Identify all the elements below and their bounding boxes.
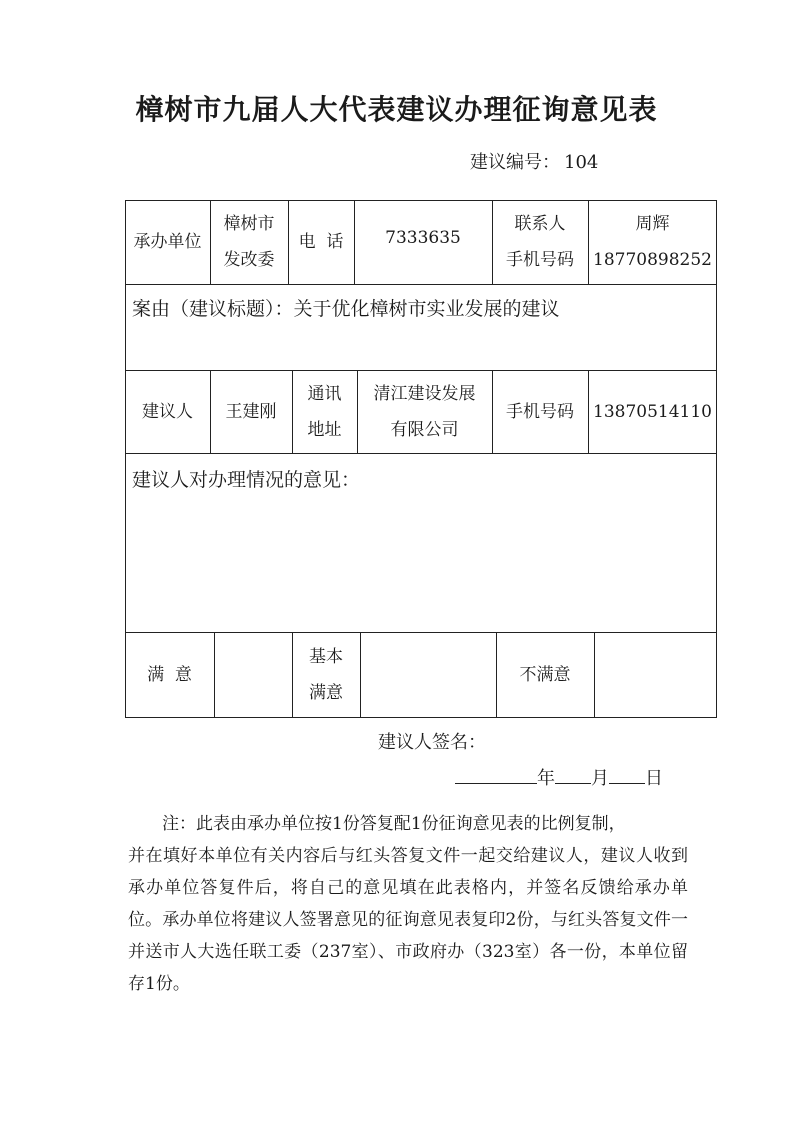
contact-mobile: 18770898252 [593,250,712,270]
instruction-note [128,808,688,1000]
mobile-label-text: 手机号码 [506,401,574,422]
row-divider [125,284,717,285]
satisfied-text: 满 意 [147,665,192,685]
subject-text: 案由（建议标题）：关于优化樟树市实业发展的建议 [132,298,560,320]
contact-name: 周辉 [635,214,670,234]
serial-value: 104 [564,152,599,173]
mobile-value-text: 13870514110 [593,401,712,422]
org-value-line2: 发改委 [223,250,275,270]
unsatisfied-label [496,632,594,718]
proposer-name [210,370,292,453]
year-label: 年 [537,768,555,789]
opinion-cell[interactable] [132,462,712,502]
basic-satisfied-label [292,632,360,718]
serial-label: 建议编号： [470,152,560,173]
satisfied-checkbox[interactable] [214,632,292,718]
address-label-line2: 地址 [307,419,342,440]
contact-label-line2: 手机号码 [506,250,574,270]
basic-satisfied-checkbox[interactable] [360,632,496,718]
mobile-label [492,370,588,453]
opinion-label: 建议人对办理情况的意见： [132,469,361,491]
address-value [357,370,492,453]
org-label-text: 承办单位 [133,232,202,252]
row-divider [125,453,717,454]
proposer-name-text: 王建刚 [225,401,277,422]
month-label: 月 [591,768,609,789]
month-blank[interactable] [555,765,591,784]
proposer-label-text: 建议人 [142,401,193,422]
address-line1: 清江建设发展 [373,383,476,404]
proposer-label [125,370,210,453]
note-first-line: 注：此表由承办单位按1份答复配1份征询意见表的比例复制， [162,814,626,834]
contact-label-line1: 联系人 [514,214,566,234]
org-label [125,200,210,284]
mobile-value [588,370,717,453]
phone-value [354,200,492,284]
signature-label: 建议人签名： [378,732,486,753]
unsatisfied-text: 不满意 [519,665,571,685]
address-label-line1: 通讯 [307,383,342,404]
basic-line1: 基本 [309,647,343,667]
contact-label [492,200,588,284]
phone-label-text: 电 话 [298,232,344,252]
contact-value [588,200,717,284]
satisfied-label [125,632,214,718]
day-label: 日 [645,768,663,789]
phone-label [288,200,354,284]
unsatisfied-checkbox[interactable] [594,632,717,718]
date-line [455,764,663,790]
org-value-line1: 樟树市 [223,214,275,234]
address-line2: 有限公司 [390,419,459,440]
day-blank[interactable] [609,765,645,784]
year-blank[interactable] [455,765,537,784]
note-body: 并在填好本单位有关内容后与红头答复文件一起交给建议人，建议人收到承办单位答复件后，将自己的意见填在此表格内，并签名反馈给承办单位。承办单位将建议人签署意见的征询意见表复印2份，与红头答复文件一并送市人大选任联工委（237室）、市政府办（323室）各一份，本单位留存1份。 [128,846,688,994]
page-title: 樟树市九届人大代表建议办理征询意见表 [135,93,658,126]
org-value [210,200,288,284]
phone-value-text: 7333635 [385,228,461,248]
basic-line2: 满意 [309,683,343,703]
serial-number [470,148,602,174]
address-label [292,370,357,453]
subject-cell [132,291,712,331]
